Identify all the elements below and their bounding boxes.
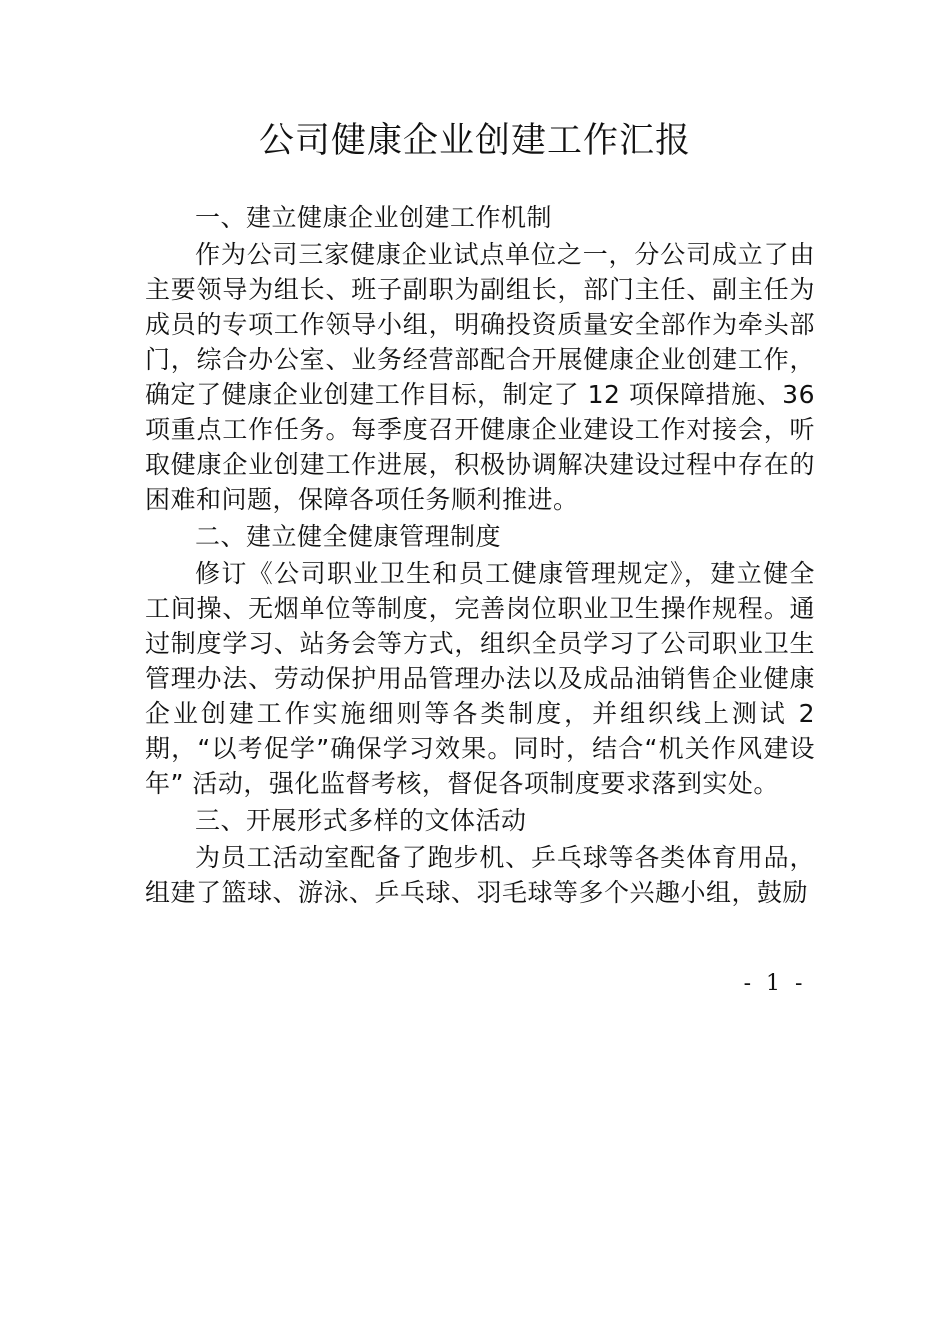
page-number: - 1 - xyxy=(743,971,807,996)
section-3 xyxy=(145,803,815,910)
section-paragraph: 作为公司三家健康企业试点单位之一，分公司成立了由主要领导为组长、班子副职为副组长，部门主任、副主任为成员的专项工作领导小组，明确投资质量安全部作为牵头部门，综合办公室、业务经营部配合开展健康企业创建工作， 确定了健康企业创建工作目标，制定了 12 项保障措施、36 项重点工作任务。每季度召开健康企业建设工作对接会，听取健康企业创建工作进展，积极协调解决建设过程中存在的困难和问题，保障各项任务顺利推进。 xyxy=(145,240,815,514)
section-heading: 二、建立健全健康管理制度 xyxy=(195,522,502,551)
section-paragraph: 修订《公司职业卫生和员工健康管理规定》，建立健全工间操、无烟单位等制度，完善岗位职业卫生操作规程。通过制度学习、站务会等方式，组织全员学习了公司职业卫生管理办法、劳动保护用品管理办法以及成品油销售企业健康企业创建工作实施细则等各类制度，并组织线上测试 2 期，“以考促学”确保学习效果。同时，结合“机关作风建设年” 活动，强化监督考核，督促各项制度要求落到实处。 xyxy=(145,559,815,798)
section-heading: 一、建立健康企业创建工作机制 xyxy=(195,203,553,232)
section-heading: 三、开展形式多样的文体活动 xyxy=(195,806,527,835)
document-title: 公司健康企业创建工作汇报 xyxy=(258,121,691,161)
section-paragraph: 为员工活动室配备了跑步机、乒乓球等各类体育用品，组建了篮球、游泳、乒乓球、羽毛球等多个兴趣小组，鼓励 xyxy=(145,843,815,907)
section-1 xyxy=(145,200,815,517)
section-2 xyxy=(145,519,815,801)
document-body xyxy=(145,200,815,910)
